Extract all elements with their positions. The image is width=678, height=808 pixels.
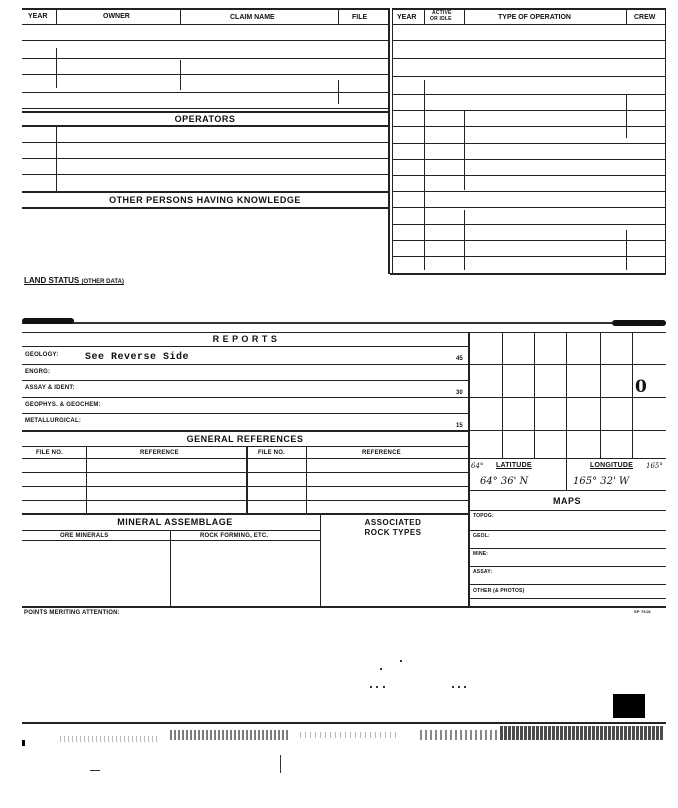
scan-noise-band	[300, 732, 400, 738]
associated-label: ASSOCIATED	[364, 518, 422, 527]
rule	[180, 8, 181, 24]
mineral-title: MINERAL ASSEMBLAGE	[117, 517, 233, 527]
land-status-sub: (OTHER DATA)	[81, 279, 124, 285]
or-idle-header: OR IDLE	[430, 16, 452, 22]
latitude-value: 64° 36' N	[480, 476, 529, 487]
divider	[22, 322, 666, 324]
active-header: ACTIVE	[432, 10, 452, 16]
scan-noise-band	[60, 736, 160, 742]
tear-mark	[22, 318, 74, 324]
reports-title: R E P O R T S	[212, 334, 278, 344]
geophys-label: GEOPHYS. & GEOCHEM:	[25, 402, 101, 408]
grid-30: 30	[456, 390, 463, 396]
scan-noise-band	[170, 730, 290, 740]
claims-year-header: YEAR	[28, 13, 48, 20]
type-of-operation-header: TYPE OF OPERATION	[498, 14, 571, 21]
tear-mark	[612, 320, 666, 326]
metallurgical-label: METALLURGICAL:	[25, 418, 82, 424]
geology-label: GEOLOGY:	[25, 352, 59, 358]
land-status-label: LAND STATUS	[24, 276, 80, 285]
file-header: FILE	[352, 14, 368, 21]
grid-15: 15	[456, 423, 463, 429]
scan-noise-band	[500, 726, 664, 740]
other-photos-label: OTHER (& PHOTOS)	[473, 588, 525, 594]
maps-title: MAPS	[552, 496, 581, 506]
rock-types-label: ROCK TYPES	[364, 528, 422, 537]
longitude-value: 165° 32' W	[573, 476, 630, 487]
claim-name-header: CLAIM NAME	[230, 14, 275, 21]
lon-suffix: 165°	[646, 462, 663, 470]
rule	[338, 8, 339, 24]
activity-year-header: YEAR	[397, 14, 417, 21]
rule	[22, 24, 388, 25]
assay-map-label: ASSAY:	[473, 569, 493, 575]
scan-block	[613, 694, 645, 718]
scan-line	[22, 722, 666, 724]
crew-header: CREW	[634, 14, 656, 21]
file-no-header-1: FILE NO.	[36, 450, 63, 456]
reference-header-1: REFERENCE	[140, 450, 179, 456]
rule	[56, 8, 57, 24]
form-number: SP 7618	[634, 609, 651, 614]
grid-45: 45	[456, 356, 463, 362]
lat-prefix: 64°	[471, 462, 484, 470]
file-no-header-2: FILE NO.	[258, 450, 285, 456]
assay-label: ASSAY & IDENT:	[25, 385, 75, 391]
other-persons-title: OTHER PERSONS HAVING KNOWLEDGE	[109, 195, 301, 205]
owner-header: OWNER	[103, 13, 130, 20]
rock-forming-header: ROCK FORMING, ETC.	[200, 533, 269, 539]
operators-title: OPERATORS	[174, 114, 236, 124]
geol-label: GEOL:	[473, 533, 490, 539]
latitude-label: LATITUDE	[496, 462, 532, 469]
mine-label: MINE:	[473, 551, 489, 557]
grid-mark: 0	[635, 377, 647, 397]
reference-header-2: REFERENCE	[362, 450, 401, 456]
points-meriting-attention: POINTS MERITING ATTENTION:	[24, 610, 120, 616]
land-status	[24, 276, 124, 285]
longitude-label: LONGITUDE	[590, 462, 634, 469]
engrg-label: ENGRG:	[25, 369, 51, 375]
rule	[22, 8, 388, 10]
topog-label: TOPOG:	[473, 513, 494, 519]
ore-minerals-header: ORE MINERALS	[60, 533, 109, 539]
general-references-title: GENERAL REFERENCES	[186, 434, 304, 444]
scan-noise-band	[420, 730, 500, 740]
geology-value: See Reverse Side	[85, 352, 190, 363]
